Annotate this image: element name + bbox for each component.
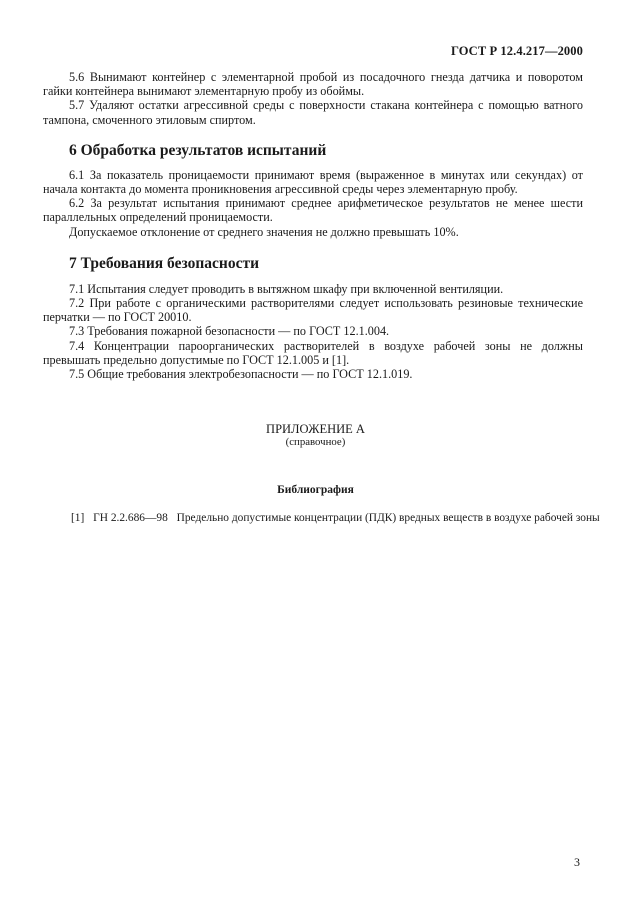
document-body bbox=[43, 70, 583, 381]
paragraph-5-7: 5.7 Удаляют остатки агрессивной среды с поверхности стакана контейнера с помощью ватного тампона, смоченного этиловым спиртом. bbox=[43, 98, 583, 127]
page-number: 3 bbox=[574, 855, 580, 869]
paragraph-7-3: 7.3 Требования пожарной безопасности — по ГОСТ 12.1.004. bbox=[69, 324, 390, 339]
paragraph-7-2: 7.2 При работе с органическими растворителями следует использовать резиновые технические перчатки — по ГОСТ 20010. bbox=[43, 296, 583, 325]
paragraph-7-1: 7.1 Испытания следует проводить в вытяжном шкафу при включенной вентиляции. bbox=[69, 281, 504, 296]
paragraph-7-5: 7.5 Общие требования электробезопасности — по ГОСТ 12.1.019. bbox=[69, 367, 413, 382]
bibliography-entry bbox=[71, 512, 611, 524]
paragraph-6-2: 6.2 За результат испытания принимают среднее арифметическое результатов не менее шести параллельных определений проницаемости. bbox=[43, 196, 583, 225]
paragraph-6-1: 6.1 За показатель проницаемости принимают время (выраженное в минутах или секундах) от начала контакта до момента проникновения агрессивной среды через элементарную пробу. bbox=[43, 167, 583, 197]
appendix-subtitle: (справочное) bbox=[285, 436, 346, 448]
bibliography-text: Предельно допустимые концентрации (ПДК) вредных веществ в воздухе рабочей зоны bbox=[176, 512, 600, 524]
paragraph-7-4: 7.4 Концентрации пароорганических растворителей в воздухе рабочей зоны не должны превышать предельно допустимые по ГОСТ 12.1.005 и [1]. bbox=[43, 338, 583, 367]
paragraph-5-6: 5.6 Вынимают контейнер с элементарной пробой из посадочного гнезда датчика и поворотом гайки контейнера вынимают элементарную пробу из обоймы. bbox=[43, 70, 583, 99]
section-6-title: 6 Обработка результатов испытаний bbox=[69, 141, 327, 159]
bibliography-code: ГН 2.2.686—98 bbox=[93, 512, 168, 524]
appendix-title: ПРИЛОЖЕНИЕ А bbox=[266, 422, 365, 436]
document-code-header: ГОСТ Р 12.4.217—2000 bbox=[450, 44, 583, 58]
section-7-title: 7 Требования безопасности bbox=[69, 254, 260, 272]
appendix-heading bbox=[0, 422, 631, 449]
bibliography-ref: [1] bbox=[71, 512, 85, 524]
bibliography-title: Библиография bbox=[277, 484, 354, 496]
paragraph-tolerance: Допускаемое отклонение от среднего значения не должно превышать 10%. bbox=[69, 224, 459, 239]
